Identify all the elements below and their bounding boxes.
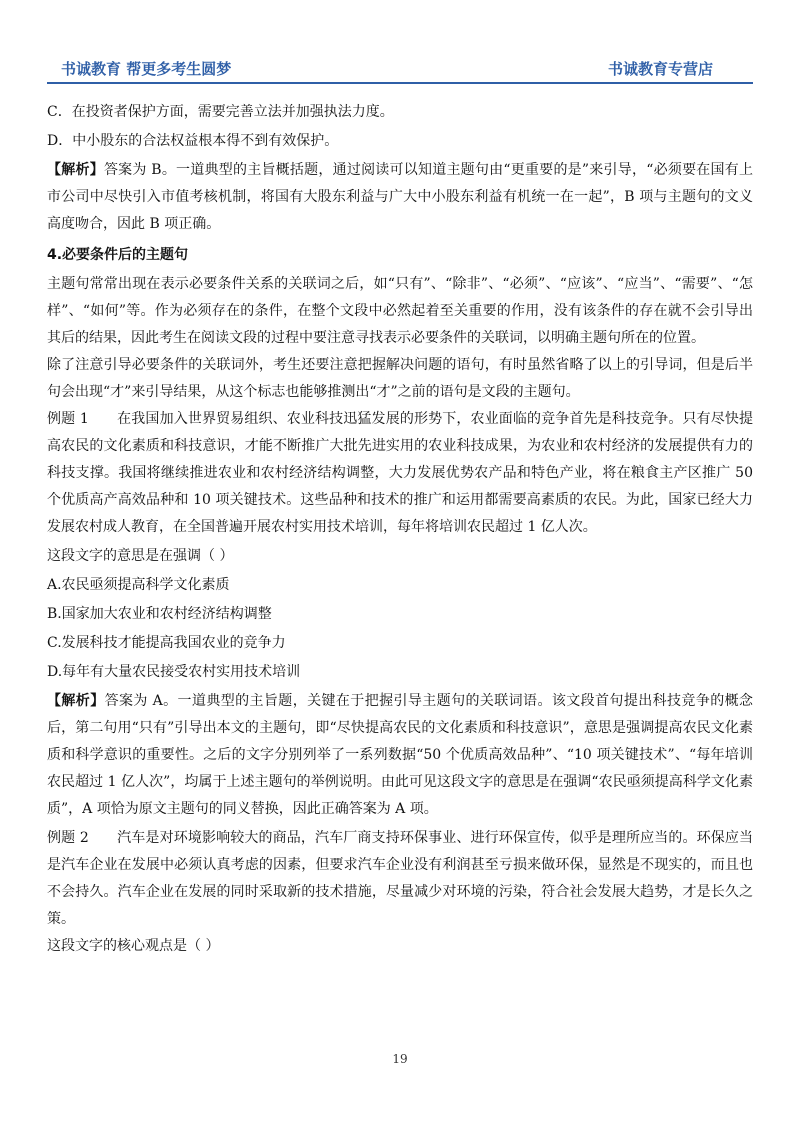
option-c-prev: C．在投资者保护方面，需要完善立法并加强执法力度。 (47, 104, 394, 120)
section-para-1: 主题句常常出现在表示必要条件关系的关联词之后，如“只有”、“除非”、“必须”、“应该”、“应当”、“需要”、“怎样”、“如何”等。作为必须存在的条件，在整个文段中必然起着至关重要的作用，没有该条件的存在就不会引导出其后的结果，因此考生在阅读文段的过程中要注意寻找表示必要条件的关联词，以明确主题句所在的位置。 (47, 276, 753, 346)
example-2-text: 汽车是对环境影响较大的商品，汽车厂商支持环保事业、进行环保宣传，似乎是理所应当的。环保应当是汽车企业在发展中必须认真考虑的因素，但要求汽车企业没有利润甚至亏损来做环保，显然是不现实的，而且也不会持久。汽车企业在发展的同时采取新的技术措施，尽量减少对环境的污染，符合社会发展大趋势，才是长久之策。 (47, 830, 754, 927)
example-1-label: 例题 1 (47, 411, 89, 427)
header-slogan: 书诚教育 帮更多考生圆梦 (61, 60, 232, 78)
page-number: 19 (392, 1052, 408, 1066)
example-1-option-a: A.农民亟须提高科学文化素质 (47, 577, 230, 593)
section-para-2: 除了注意引导必要条件的关联词外，考生还要注意把握解决问题的语句，有时虽然省略了以上的引导词，但是后半句会出现“才”来引导结果，从这个标志也能够推测出“才”之前的语句是文段的主题句。 (47, 357, 753, 400)
example-2-question: 这段文字的核心观点是（ ） (47, 938, 220, 954)
analysis-2-text: 答案为 A。一道典型的主旨题，关键在于把握引导主题句的关联词语。该文段首句提出科技竞争的概念后，第二句用“只有”引导出本文的主题句，即“尽快提高农民的文化素质和科技意识”，意思是强调提高农民文化素质和科学意识的重要性。之后的文字分别列举了一系列数据“50 个优质高效品种”、“10 项关键技术”、“每年培训农民超过 1 亿人次”，均属于上述主题句的举例说明。由此可见这段文字的意思是在强调“农民亟须提高科学文化素质”，A 项恰为原文主题句的同义替换，因此正确答案为 A 项。 (47, 693, 754, 817)
analysis-1 (47, 157, 753, 238)
example-1-question: 这段文字的意思是在强调（ ） (47, 548, 234, 564)
example-1-text: 在我国加入世界贸易组织、农业科技迅猛发展的形势下，农业面临的竞争首先是科技竞争。只有尽快提高农民的文化素质和科技意识，才能不断推广大批先进实用的农业科技成果，为农业和农村经济的发展提供有力的科技支撑。我国将继续推进农业和农村经济结构调整，大力发展优势农产品和特色产业，将在粮食主产区推广 50 个优质高产高效品种和 10 项关键技术。这些品种和技术的推广和运用都需要高素质的农民。为此，国家已经大力发展农村成人教育，在全国普遍开展农村实用技术培训，每年将培训农民超过 1 亿人次。 (47, 411, 754, 535)
analysis-2 (47, 688, 753, 823)
example-1-option-c: C.发展科技才能提高我国农业的竞争力 (47, 635, 286, 651)
example-2-label: 例题 2 (47, 830, 89, 846)
example-1 (47, 406, 753, 541)
section-heading: 4.必要条件后的主题句 (47, 247, 189, 263)
header-store-name: 书诚教育专营店 (607, 60, 713, 78)
analysis-1-text: 答案为 B。一道典型的主旨概括题，通过阅读可以知道主题句由“更重要的是”来引导，“必须要在国有上市公司中尽快引入市值考核机制，将国有大股东利益与广大中小股东利益有机统一在一起”，B 项与主题句的文义高度吻合，因此 B 项正确。 (47, 162, 754, 232)
analysis-tag: 【解析】 (47, 162, 104, 178)
example-1-option-b: B.国家加大农业和农村经济结构调整 (47, 606, 272, 622)
example-1-option-d: D.每年有大量农民接受农村实用技术培训 (47, 664, 301, 680)
page-content (47, 99, 753, 960)
option-d-prev: D．中小股东的合法权益根本得不到有效保护。 (47, 133, 339, 149)
example-2 (47, 825, 753, 933)
analysis-tag: 【解析】 (47, 693, 105, 709)
page-header (47, 56, 753, 84)
